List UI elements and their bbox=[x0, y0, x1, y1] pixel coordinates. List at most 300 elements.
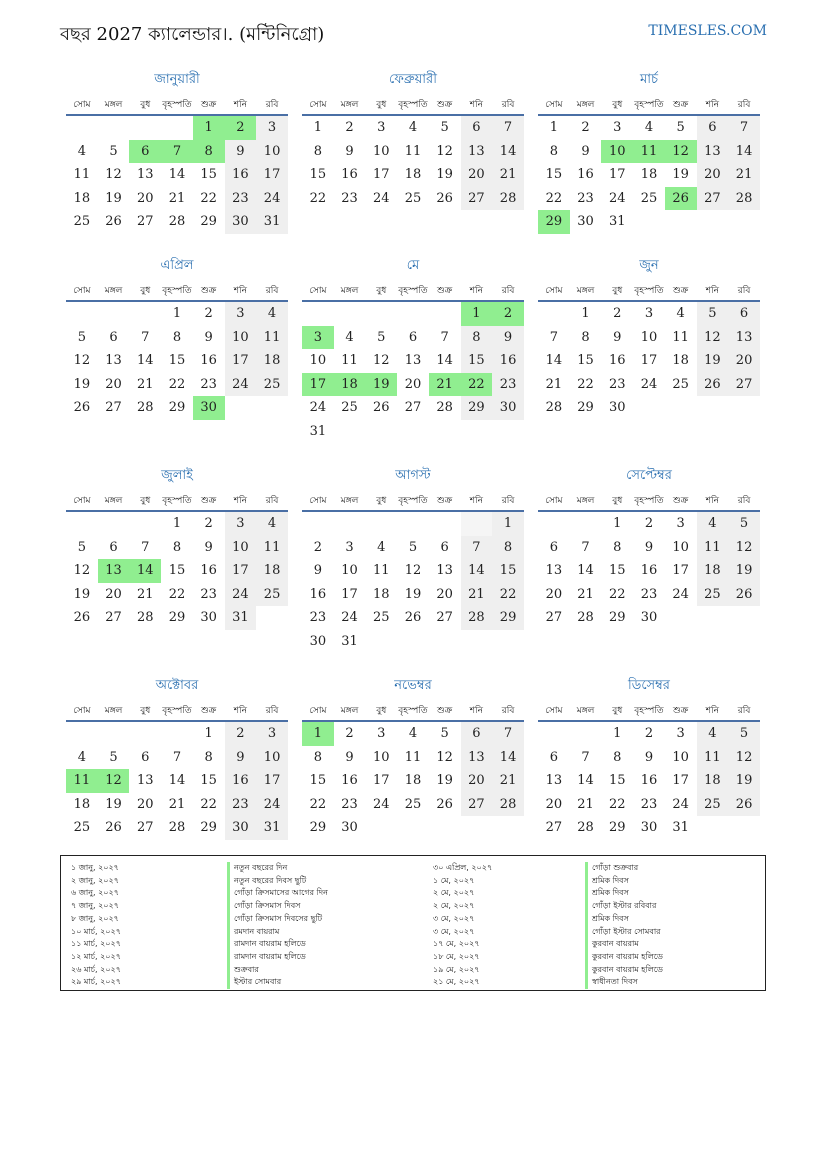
day-cell[interactable]: 4 bbox=[408, 120, 418, 135]
day-cell[interactable]: 11 bbox=[341, 353, 358, 368]
day-cell[interactable]: 31 bbox=[672, 820, 689, 835]
day-cell[interactable]: 24 bbox=[225, 583, 257, 607]
day-cell[interactable]: 12 bbox=[404, 563, 422, 578]
day-cell[interactable]: 29 bbox=[461, 396, 493, 420]
day-cell[interactable]: 27 bbox=[461, 187, 493, 211]
day-cell[interactable]: 14 bbox=[168, 167, 186, 182]
day-cell[interactable]: 9 bbox=[492, 326, 524, 350]
day-cell[interactable]: 7 bbox=[492, 722, 524, 746]
day-cell[interactable]: 24 bbox=[640, 376, 658, 392]
day-cell[interactable]: 20 bbox=[545, 586, 563, 602]
day-cell[interactable]: 2 bbox=[644, 516, 654, 531]
day-cell[interactable]: 28 bbox=[492, 793, 524, 817]
day-cell[interactable]: 4 bbox=[256, 302, 288, 326]
day-cell[interactable]: 5 bbox=[440, 726, 449, 741]
day-cell[interactable]: 17 bbox=[225, 349, 257, 373]
day-cell[interactable]: 6 bbox=[461, 722, 493, 746]
day-cell[interactable]: 9 bbox=[204, 539, 213, 555]
day-cell[interactable]: 8 bbox=[172, 329, 182, 345]
day-cell[interactable]: 8 bbox=[204, 749, 213, 765]
day-cell[interactable]: 11 bbox=[372, 563, 390, 578]
day-cell[interactable]: 24 bbox=[372, 796, 390, 812]
day-cell[interactable]: 25 bbox=[73, 820, 91, 835]
day-cell[interactable]: 26 bbox=[697, 373, 729, 397]
day-cell[interactable]: 20 bbox=[105, 586, 122, 602]
day-cell[interactable]: 31 bbox=[608, 214, 626, 229]
day-cell[interactable]: 13 bbox=[98, 559, 130, 583]
day-cell[interactable]: 12 bbox=[372, 353, 390, 368]
day-cell[interactable]: 17 bbox=[256, 769, 288, 793]
day-cell[interactable]: 21 bbox=[168, 190, 186, 206]
day-cell[interactable]: 23 bbox=[640, 796, 658, 812]
day-cell[interactable]: 17 bbox=[640, 353, 658, 368]
day-cell[interactable]: 20 bbox=[136, 796, 154, 812]
day-cell[interactable]: 2 bbox=[313, 539, 322, 555]
day-cell[interactable]: 27 bbox=[545, 820, 563, 835]
day-cell[interactable]: 2 bbox=[613, 306, 622, 321]
day-cell[interactable]: 21 bbox=[136, 586, 154, 602]
day-cell[interactable]: 26 bbox=[73, 400, 91, 415]
day-cell[interactable]: 24 bbox=[608, 190, 626, 206]
day-cell[interactable]: 12 bbox=[73, 563, 91, 578]
day-cell[interactable]: 16 bbox=[608, 353, 626, 368]
day-cell[interactable]: 25 bbox=[256, 583, 288, 607]
day-cell[interactable]: 23 bbox=[608, 376, 626, 392]
day-cell[interactable]: 10 bbox=[372, 143, 390, 159]
day-cell[interactable]: 29 bbox=[538, 210, 570, 234]
day-cell[interactable]: 16 bbox=[225, 769, 257, 793]
day-cell[interactable]: 3 bbox=[644, 306, 654, 321]
day-cell[interactable]: 2 bbox=[644, 726, 654, 741]
day-cell[interactable]: 21 bbox=[492, 769, 524, 793]
day-cell[interactable]: 24 bbox=[672, 586, 689, 602]
day-cell[interactable]: 2 bbox=[204, 306, 213, 321]
day-cell[interactable]: 11 bbox=[256, 536, 288, 560]
day-cell[interactable]: 30 bbox=[193, 396, 225, 420]
day-cell[interactable]: 26 bbox=[436, 796, 453, 812]
day-cell[interactable]: 30 bbox=[225, 816, 257, 840]
day-cell[interactable]: 11 bbox=[633, 140, 665, 164]
day-cell[interactable]: 25 bbox=[404, 796, 422, 812]
day-cell[interactable]: 26 bbox=[105, 214, 122, 229]
day-cell[interactable]: 7 bbox=[141, 539, 150, 555]
day-cell[interactable]: 20 bbox=[697, 163, 729, 187]
day-cell[interactable]: 5 bbox=[676, 120, 685, 135]
day-cell[interactable]: 8 bbox=[313, 143, 322, 159]
day-cell[interactable]: 9 bbox=[225, 140, 257, 164]
day-cell[interactable]: 10 bbox=[225, 536, 257, 560]
day-cell[interactable]: 19 bbox=[672, 167, 689, 182]
day-cell[interactable]: 6 bbox=[549, 749, 558, 765]
day-cell[interactable]: 19 bbox=[105, 190, 122, 206]
day-cell[interactable]: 6 bbox=[728, 302, 760, 326]
day-cell[interactable]: 11 bbox=[672, 329, 689, 345]
day-cell[interactable]: 10 bbox=[601, 140, 633, 164]
day-cell[interactable]: 25 bbox=[372, 610, 390, 625]
day-cell[interactable]: 13 bbox=[545, 773, 563, 788]
day-cell[interactable]: 15 bbox=[309, 167, 327, 182]
day-cell[interactable]: 13 bbox=[436, 563, 453, 578]
day-cell[interactable]: 7 bbox=[461, 536, 493, 560]
day-cell[interactable]: 28 bbox=[492, 187, 524, 211]
day-cell[interactable]: 24 bbox=[341, 610, 358, 625]
day-cell[interactable]: 28 bbox=[577, 610, 594, 625]
day-cell[interactable]: 13 bbox=[105, 353, 122, 368]
day-cell[interactable]: 27 bbox=[404, 400, 422, 415]
day-cell[interactable]: 16 bbox=[309, 586, 327, 602]
day-cell[interactable]: 21 bbox=[577, 796, 594, 812]
day-cell[interactable]: 22 bbox=[309, 190, 327, 206]
day-cell[interactable]: 26 bbox=[105, 820, 122, 835]
day-cell[interactable]: 19 bbox=[365, 373, 397, 397]
day-cell[interactable]: 30 bbox=[200, 610, 217, 625]
day-cell[interactable]: 27 bbox=[136, 214, 154, 229]
day-cell[interactable]: 3 bbox=[377, 120, 386, 135]
day-cell[interactable]: 21 bbox=[429, 373, 461, 397]
day-cell[interactable]: 17 bbox=[256, 163, 288, 187]
day-cell[interactable]: 30 bbox=[640, 610, 658, 625]
day-cell[interactable]: 12 bbox=[98, 769, 130, 793]
day-cell[interactable]: 22 bbox=[608, 796, 626, 812]
day-cell[interactable]: 15 bbox=[200, 773, 217, 788]
day-cell[interactable]: 10 bbox=[672, 539, 689, 555]
day-cell[interactable]: 10 bbox=[309, 353, 327, 368]
day-cell[interactable]: 5 bbox=[377, 329, 386, 345]
day-cell[interactable]: 1 bbox=[613, 516, 622, 531]
day-cell[interactable]: 4 bbox=[256, 512, 288, 536]
day-cell[interactable]: 11 bbox=[697, 536, 729, 560]
day-cell[interactable]: 5 bbox=[728, 722, 760, 746]
day-cell[interactable]: 26 bbox=[436, 190, 453, 206]
day-cell[interactable]: 31 bbox=[256, 816, 288, 840]
day-cell[interactable]: 30 bbox=[608, 400, 626, 415]
day-cell[interactable]: 2 bbox=[345, 726, 354, 741]
day-cell[interactable]: 6 bbox=[109, 539, 118, 555]
day-cell[interactable]: 18 bbox=[404, 167, 422, 182]
day-cell[interactable]: 16 bbox=[341, 167, 358, 182]
day-cell[interactable]: 3 bbox=[225, 302, 257, 326]
day-cell[interactable]: 18 bbox=[334, 373, 366, 397]
day-cell[interactable]: 18 bbox=[256, 349, 288, 373]
day-cell[interactable]: 10 bbox=[256, 746, 288, 770]
day-cell[interactable]: 4 bbox=[408, 726, 418, 741]
day-cell[interactable]: 4 bbox=[697, 722, 729, 746]
day-cell[interactable]: 6 bbox=[129, 140, 161, 164]
day-cell[interactable]: 17 bbox=[608, 167, 626, 182]
day-cell[interactable]: 16 bbox=[492, 349, 524, 373]
day-cell[interactable]: 22 bbox=[608, 586, 626, 602]
day-cell[interactable]: 26 bbox=[728, 583, 760, 607]
day-cell[interactable]: 20 bbox=[461, 163, 493, 187]
day-cell[interactable]: 14 bbox=[136, 353, 154, 368]
day-cell[interactable]: 4 bbox=[77, 143, 86, 159]
day-cell[interactable]: 3 bbox=[676, 726, 685, 741]
day-cell[interactable]: 4 bbox=[345, 329, 354, 345]
day-cell[interactable]: 23 bbox=[640, 586, 658, 602]
day-cell[interactable]: 29 bbox=[577, 400, 594, 415]
day-cell[interactable]: 23 bbox=[341, 796, 358, 812]
day-cell[interactable]: 4 bbox=[676, 306, 685, 321]
day-cell[interactable]: 19 bbox=[697, 349, 729, 373]
day-cell[interactable]: 7 bbox=[728, 116, 760, 140]
day-cell[interactable]: 10 bbox=[225, 326, 257, 350]
day-cell[interactable]: 16 bbox=[200, 353, 217, 368]
day-cell[interactable]: 7 bbox=[492, 116, 524, 140]
day-cell[interactable]: 1 bbox=[172, 306, 182, 321]
day-cell[interactable]: 3 bbox=[302, 326, 334, 350]
day-cell[interactable]: 29 bbox=[309, 820, 327, 835]
day-cell[interactable]: 23 bbox=[200, 376, 217, 392]
day-cell[interactable]: 10 bbox=[672, 749, 689, 765]
day-cell[interactable]: 13 bbox=[136, 167, 154, 182]
day-cell[interactable]: 27 bbox=[105, 610, 122, 625]
day-cell[interactable]: 14 bbox=[129, 559, 161, 583]
day-cell[interactable]: 7 bbox=[161, 140, 193, 164]
day-cell[interactable]: 8 bbox=[313, 749, 322, 765]
day-cell[interactable]: 13 bbox=[461, 746, 493, 770]
day-cell[interactable]: 24 bbox=[372, 190, 390, 206]
day-cell[interactable]: 18 bbox=[640, 167, 658, 182]
day-cell[interactable]: 23 bbox=[225, 187, 257, 211]
day-cell[interactable]: 1 bbox=[613, 726, 622, 741]
day-cell[interactable]: 9 bbox=[225, 746, 257, 770]
day-cell[interactable]: 25 bbox=[404, 190, 422, 206]
day-cell[interactable]: 27 bbox=[436, 610, 453, 625]
day-cell[interactable]: 25 bbox=[697, 793, 729, 817]
day-cell[interactable]: 24 bbox=[256, 187, 288, 211]
day-cell[interactable]: 7 bbox=[440, 329, 449, 345]
day-cell[interactable]: 9 bbox=[313, 563, 322, 578]
day-cell[interactable]: 12 bbox=[105, 167, 122, 182]
day-cell[interactable]: 28 bbox=[461, 606, 493, 630]
day-cell[interactable]: 30 bbox=[640, 820, 658, 835]
day-cell[interactable]: 25 bbox=[256, 373, 288, 397]
day-cell[interactable]: 28 bbox=[436, 400, 453, 415]
day-cell[interactable]: 12 bbox=[436, 749, 453, 765]
day-cell[interactable]: 25 bbox=[341, 400, 358, 415]
day-cell[interactable]: 31 bbox=[309, 423, 327, 439]
day-cell[interactable]: 5 bbox=[408, 539, 418, 555]
day-cell[interactable]: 29 bbox=[608, 820, 626, 835]
day-cell[interactable]: 18 bbox=[73, 190, 91, 206]
day-cell[interactable]: 8 bbox=[613, 749, 622, 765]
day-cell[interactable]: 2 bbox=[492, 302, 524, 326]
day-cell[interactable]: 21 bbox=[492, 163, 524, 187]
day-cell[interactable]: 27 bbox=[545, 610, 563, 625]
day-cell[interactable]: 8 bbox=[549, 143, 558, 159]
day-cell[interactable]: 22 bbox=[461, 373, 493, 397]
day-cell[interactable]: 1 bbox=[461, 302, 493, 326]
day-cell[interactable]: 12 bbox=[728, 746, 760, 770]
day-cell[interactable]: 8 bbox=[193, 140, 225, 164]
day-cell[interactable]: 11 bbox=[256, 326, 288, 350]
day-cell[interactable]: 23 bbox=[200, 586, 217, 602]
day-cell[interactable]: 4 bbox=[644, 120, 654, 135]
day-cell[interactable]: 29 bbox=[200, 820, 217, 835]
day-cell[interactable]: 6 bbox=[549, 539, 558, 555]
day-cell[interactable]: 29 bbox=[168, 400, 186, 415]
day-cell[interactable]: 11 bbox=[73, 167, 91, 182]
day-cell[interactable]: 24 bbox=[225, 373, 257, 397]
day-cell[interactable]: 10 bbox=[341, 563, 358, 578]
day-cell[interactable]: 1 bbox=[313, 120, 322, 135]
day-cell[interactable]: 14 bbox=[461, 559, 493, 583]
day-cell[interactable]: 23 bbox=[577, 190, 594, 206]
day-cell[interactable]: 12 bbox=[73, 353, 91, 368]
day-cell[interactable]: 7 bbox=[581, 749, 590, 765]
day-cell[interactable]: 19 bbox=[728, 559, 760, 583]
day-cell[interactable]: 13 bbox=[136, 773, 154, 788]
day-cell[interactable]: 29 bbox=[492, 606, 524, 630]
day-cell[interactable]: 9 bbox=[613, 329, 622, 345]
day-cell[interactable]: 5 bbox=[77, 329, 86, 345]
day-cell[interactable]: 21 bbox=[168, 796, 186, 812]
day-cell[interactable]: 16 bbox=[200, 563, 217, 578]
day-cell[interactable]: 22 bbox=[168, 586, 186, 602]
day-cell[interactable]: 23 bbox=[309, 610, 327, 625]
day-cell[interactable]: 8 bbox=[581, 329, 590, 345]
day-cell[interactable]: 14 bbox=[577, 773, 594, 788]
site-link[interactable]: TIMESLES.COM bbox=[648, 23, 767, 39]
day-cell[interactable]: 2 bbox=[225, 116, 257, 140]
day-cell[interactable]: 27 bbox=[697, 187, 729, 211]
day-cell[interactable]: 4 bbox=[377, 539, 386, 555]
day-cell[interactable]: 17 bbox=[372, 167, 390, 182]
day-cell[interactable]: 22 bbox=[200, 190, 217, 206]
day-cell[interactable]: 15 bbox=[577, 353, 594, 368]
day-cell[interactable]: 31 bbox=[341, 633, 358, 649]
day-cell[interactable]: 3 bbox=[345, 539, 354, 555]
day-cell[interactable]: 23 bbox=[492, 373, 524, 397]
day-cell[interactable]: 25 bbox=[73, 214, 91, 229]
day-cell[interactable]: 3 bbox=[613, 120, 622, 135]
day-cell[interactable]: 25 bbox=[640, 190, 658, 206]
day-cell[interactable]: 19 bbox=[728, 769, 760, 793]
day-cell[interactable]: 1 bbox=[172, 516, 182, 531]
day-cell[interactable]: 22 bbox=[200, 796, 217, 812]
day-cell[interactable]: 1 bbox=[549, 120, 558, 135]
day-cell[interactable]: 18 bbox=[672, 353, 689, 368]
day-cell[interactable]: 17 bbox=[225, 559, 257, 583]
day-cell[interactable]: 18 bbox=[256, 559, 288, 583]
day-cell[interactable]: 22 bbox=[492, 583, 524, 607]
day-cell[interactable]: 6 bbox=[109, 329, 118, 345]
day-cell[interactable]: 20 bbox=[728, 349, 760, 373]
day-cell[interactable]: 20 bbox=[545, 796, 563, 812]
day-cell[interactable]: 9 bbox=[345, 749, 354, 765]
day-cell[interactable]: 15 bbox=[309, 773, 327, 788]
day-cell[interactable]: 4 bbox=[77, 749, 86, 765]
day-cell[interactable]: 14 bbox=[728, 140, 760, 164]
day-cell[interactable]: 19 bbox=[436, 167, 453, 182]
day-cell[interactable]: 30 bbox=[225, 210, 257, 234]
day-cell[interactable]: 2 bbox=[225, 722, 257, 746]
day-cell[interactable]: 19 bbox=[73, 586, 91, 602]
day-cell[interactable]: 14 bbox=[545, 353, 563, 368]
day-cell[interactable]: 8 bbox=[172, 539, 182, 555]
day-cell[interactable]: 14 bbox=[436, 353, 453, 368]
day-cell[interactable]: 22 bbox=[168, 376, 186, 392]
day-cell[interactable]: 16 bbox=[577, 167, 594, 182]
day-cell[interactable]: 11 bbox=[404, 143, 422, 159]
day-cell[interactable]: 5 bbox=[109, 749, 118, 765]
day-cell[interactable]: 16 bbox=[640, 773, 658, 788]
day-cell[interactable]: 26 bbox=[728, 793, 760, 817]
day-cell[interactable]: 13 bbox=[728, 326, 760, 350]
day-cell[interactable]: 23 bbox=[341, 190, 358, 206]
day-cell[interactable]: 10 bbox=[640, 329, 658, 345]
day-cell[interactable]: 29 bbox=[168, 610, 186, 625]
day-cell[interactable]: 3 bbox=[676, 516, 685, 531]
day-cell[interactable]: 6 bbox=[440, 539, 449, 555]
day-cell[interactable]: 16 bbox=[640, 563, 658, 578]
day-cell[interactable]: 18 bbox=[73, 796, 91, 812]
day-cell[interactable]: 13 bbox=[545, 563, 563, 578]
day-cell[interactable]: 17 bbox=[672, 773, 689, 788]
day-cell[interactable]: 7 bbox=[549, 329, 558, 345]
day-cell[interactable]: 11 bbox=[66, 769, 98, 793]
day-cell[interactable]: 19 bbox=[436, 773, 453, 788]
day-cell[interactable]: 21 bbox=[136, 376, 154, 392]
day-cell[interactable]: 5 bbox=[697, 302, 729, 326]
day-cell[interactable]: 27 bbox=[136, 820, 154, 835]
day-cell[interactable]: 9 bbox=[581, 143, 590, 159]
day-cell[interactable]: 10 bbox=[372, 749, 390, 765]
day-cell[interactable]: 23 bbox=[225, 793, 257, 817]
day-cell[interactable]: 28 bbox=[136, 400, 154, 415]
day-cell[interactable]: 2 bbox=[581, 120, 590, 135]
day-cell[interactable]: 11 bbox=[697, 746, 729, 770]
day-cell[interactable]: 13 bbox=[461, 140, 493, 164]
day-cell[interactable]: 2 bbox=[204, 516, 213, 531]
day-cell[interactable]: 30 bbox=[577, 214, 594, 229]
day-cell[interactable]: 18 bbox=[404, 773, 422, 788]
day-cell[interactable]: 17 bbox=[672, 563, 689, 578]
day-cell[interactable]: 16 bbox=[341, 773, 358, 788]
day-cell[interactable]: 1 bbox=[193, 116, 225, 140]
day-cell[interactable]: 28 bbox=[577, 820, 594, 835]
day-cell[interactable]: 7 bbox=[581, 539, 590, 555]
day-cell[interactable]: 6 bbox=[408, 329, 418, 345]
day-cell[interactable]: 20 bbox=[404, 376, 422, 392]
day-cell[interactable]: 15 bbox=[545, 167, 563, 182]
day-cell[interactable]: 21 bbox=[577, 586, 594, 602]
day-cell[interactable]: 12 bbox=[665, 140, 697, 164]
day-cell[interactable]: 26 bbox=[372, 400, 390, 415]
day-cell[interactable]: 24 bbox=[672, 796, 689, 812]
day-cell[interactable]: 15 bbox=[608, 563, 626, 578]
day-cell[interactable]: 21 bbox=[545, 376, 563, 392]
day-cell[interactable]: 13 bbox=[404, 353, 422, 368]
day-cell[interactable]: 28 bbox=[136, 610, 154, 625]
day-cell[interactable]: 8 bbox=[461, 326, 493, 350]
day-cell[interactable]: 15 bbox=[200, 167, 217, 182]
day-cell[interactable]: 30 bbox=[341, 820, 358, 835]
day-cell[interactable]: 17 bbox=[302, 373, 334, 397]
day-cell[interactable]: 1 bbox=[204, 726, 213, 741]
day-cell[interactable]: 15 bbox=[492, 559, 524, 583]
day-cell[interactable]: 14 bbox=[492, 746, 524, 770]
day-cell[interactable]: 21 bbox=[461, 583, 493, 607]
day-cell[interactable]: 28 bbox=[168, 214, 186, 229]
day-cell[interactable]: 19 bbox=[73, 376, 91, 392]
day-cell[interactable]: 27 bbox=[461, 793, 493, 817]
day-cell[interactable]: 27 bbox=[728, 373, 760, 397]
day-cell[interactable]: 24 bbox=[309, 400, 327, 415]
day-cell[interactable]: 30 bbox=[309, 633, 327, 649]
day-cell[interactable]: 26 bbox=[73, 610, 91, 625]
day-cell[interactable]: 10 bbox=[256, 140, 288, 164]
